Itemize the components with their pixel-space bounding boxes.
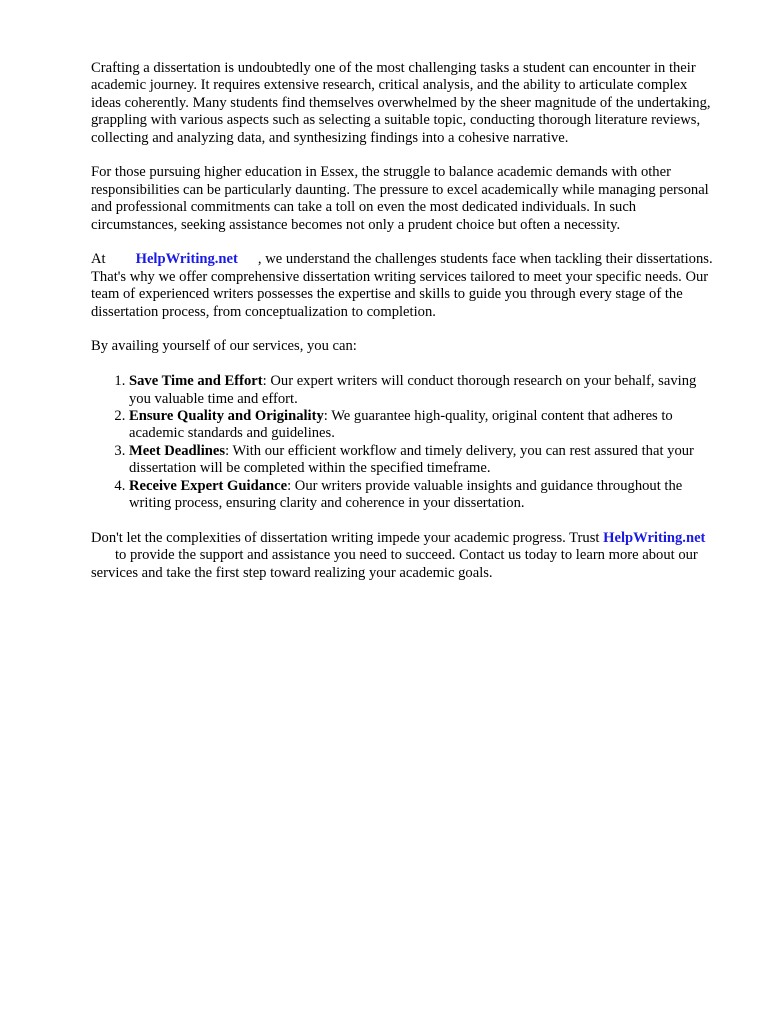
intro-paragraph: Crafting a dissertation is undoubtedly one of the most challenging tasks a student can encounter in their academic journey. It requires extensive research, critical analysis, and the ability to articulate complex ideas coherently. Many students find themselves overwhelmed by the sheer magnitude of the undertaking, grappling with various aspects such as selecting a suitable topic, conducting thorough literature reviews, collecting and analyzing data, and synthesizing findings into a cohesive narrative. xyxy=(91,60,711,146)
benefit-item xyxy=(129,443,716,478)
services-intro: By availing yourself of our services, you can: xyxy=(91,338,357,355)
helpwriting-link[interactable]: HelpWriting.net xyxy=(135,251,238,268)
benefit-title: Ensure Quality and Originality xyxy=(129,408,324,425)
benefit-item xyxy=(129,373,716,408)
closing-rest-text: to provide the support and assistance you need to succeed. Contact us today to learn more about our services and take the first step toward realizing your academic goals. xyxy=(91,547,698,581)
benefit-text: : Our writers provide valuable insights and guidance throughout the writing process, ensuring clarity and coherence in your dissertation. xyxy=(129,477,683,512)
benefit-title: Meet Deadlines xyxy=(129,442,226,459)
benefit-item xyxy=(129,478,716,513)
benefits-list xyxy=(91,373,716,512)
closing-prefix: Don't let the complexities of dissertation writing impede your academic progress. Trust xyxy=(91,529,600,546)
document-page xyxy=(91,60,716,600)
helpwriting-link-closing[interactable]: HelpWriting.net xyxy=(603,529,706,546)
benefit-item xyxy=(129,408,716,443)
essex-paragraph: For those pursuing higher education in Essex, the struggle to balance academic demands with other responsibilities can be particularly daunting. The pressure to excel academically while managing personal and professional commitments can take a toll on even the most dedicated individuals. In such circumstances, seeking assistance becomes not only a prudent choice but often a necessity. xyxy=(91,164,709,233)
benefit-text: : Our expert writers will conduct thorough research on your behalf, saving you valuable time and effort. xyxy=(129,373,697,407)
benefit-text: : We guarantee high-quality, original content that adheres to academic standards and guidelines. xyxy=(129,408,673,442)
at-rest-text: , we understand the challenges students face when tackling their dissertations. That's why we offer comprehensive dissertation writing services tailored to meet your specific needs. Our team of experienced writers possesses the expertise and skills to guide you through every stage of the dissertation process, from conceptualization to completion. xyxy=(91,251,713,320)
closing-paragraph xyxy=(91,530,716,582)
benefit-title: Receive Expert Guidance xyxy=(129,477,288,494)
at-prefix: At xyxy=(91,251,106,268)
helpwriting-paragraph xyxy=(91,251,716,321)
benefit-text: : With our efficient workflow and timely delivery, you can rest assured that your dissertation will be completed within the specified timeframe. xyxy=(129,442,694,477)
benefit-title: Save Time and Effort xyxy=(129,373,263,390)
